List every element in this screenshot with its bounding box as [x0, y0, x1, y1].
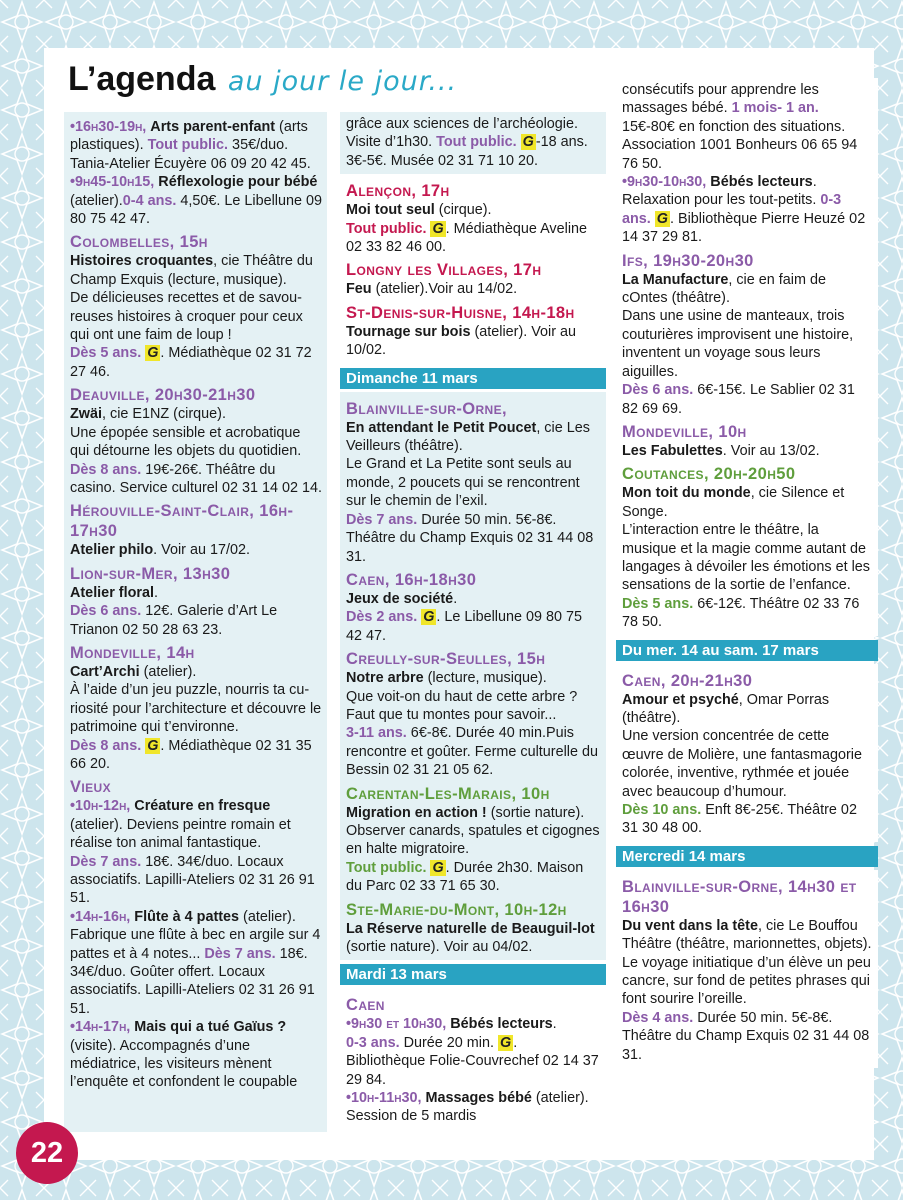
list-item: Tournage sur bois (atelier). Voir au 10/02.	[346, 323, 577, 359]
city-heading: Caen, 16h-18h30	[346, 570, 477, 589]
date-header: Du mer. 14 au sam. 17 mars	[616, 640, 878, 661]
city-heading: Creully-sur-Seulles, 15h	[346, 650, 546, 669]
list-item: Amour et psyché, Omar Porras (théâtre). Une version concentrée de cette œuvre de Molière, une fantasmagorie colorée, inventive, rythmée et jouée avec beaucoup d’humour. Dès 10 ans. Enft 8€-25€. Théâtre 02 31 30 48 00.	[622, 691, 862, 837]
free-badge: G	[147, 737, 159, 754]
city-heading: Lion-sur-Mer, 13h30	[70, 564, 231, 583]
date-header: Mercredi 14 mars	[616, 846, 878, 867]
agenda-column-3	[616, 78, 878, 1068]
city-heading: Blainville-sur-Orne, 14h30 et 16h30	[622, 877, 857, 916]
page-subtitle: au jour le jour...	[227, 66, 458, 97]
city-heading: St-Denis-sur-Huisne, 14h-18h	[346, 303, 575, 322]
list-item: Histoires croquantes, cie Théâtre du Champ Exquis (lecture, musique). De délicieuses recettes et de savou-reuses histoires à croquer pour ceux qui ont une faim de loup ! Dès 5 ans. G . Médiathèque 02 31 72 27 46.	[70, 253, 313, 380]
list-item: Atelier floral. Dès 6 ans. 12€. Galerie d’Art Le Trianon 02 50 28 63 23.	[70, 584, 278, 638]
free-badge: G	[432, 220, 444, 237]
free-badge: G	[147, 345, 159, 362]
event-block	[340, 112, 606, 174]
event-block	[340, 988, 606, 1129]
city-heading: Blainville-sur-Orne,	[346, 399, 507, 418]
list-item: Du vent dans la tête, cie Le Bouffou Théâtre (théâtre, marionnettes, objets). Le voyage initiatique d’un élève un peu cancre, sur fond de petites phrases qui font sourire l’oreille. Dès 4 ans. Durée 50 min. 5€-8€. Théâtre du Champ Exquis 02 31 44 08 31.	[622, 917, 872, 1063]
free-badge: G	[522, 134, 534, 151]
date-header: Mardi 13 mars	[340, 964, 606, 985]
list-item: Feu (atelier).Voir au 14/02.	[346, 281, 518, 298]
list-item: •16h30-19h, Arts parent-enfant (arts plastiques). Tout public. 35€/duo. Tania-Atelier Écuyère 06 09 20 42 45.	[70, 119, 311, 172]
event-block	[340, 174, 606, 363]
list-item: Cart’Archi (atelier). À l’aide d’un jeu puzzle, nourris ta cu-riosité pour l’architecture et découvre le patrimoine qui t’environne. Dès 8 ans. G . Médiathèque 02 31 35 66 20.	[70, 663, 322, 772]
list-item: La Réserve naturelle de Beauguil-lot (sortie nature). Voir au 04/02.	[346, 920, 595, 955]
list-item: Notre arbre (lecture, musique). Que voit-on du haut de cette arbre ? Faut que tu montes pour savoir... 3-11 ans. 6€-8€. Durée 40 min.Puis rencontre et goûter. Ferme culturelle du Bessin 02 31 21 05 62.	[346, 670, 598, 779]
page-title: L’agenda	[68, 60, 216, 98]
list-item: Atelier philo. Voir au 17/02.	[70, 542, 250, 559]
masthead	[68, 60, 457, 104]
event-block	[340, 392, 606, 961]
list-item: •9h45-10h15, Réflexologie pour bébé (atelier).0-4 ans. 4,50€. Le Libellune 09 80 75 42 47.	[70, 174, 323, 228]
list-item: Migration en action ! (sortie nature). Observer canards, spatules et cigognes en halte migratoire. Tout public. G . Durée 2h30. Maison du Parc 02 33 71 65 30.	[346, 804, 600, 895]
city-heading: Longny les Villages, 17h	[346, 261, 542, 280]
free-badge: G	[423, 609, 435, 626]
city-heading: Alençon, 17h	[346, 182, 450, 201]
list-item: •14h-16h, Flûte à 4 pattes (atelier). Fabrique une flûte à bec en argile sur 4 pattes et à 4 notes... Dès 7 ans. 18€. 34€/duo. Goûter offert. Locaux associatifs. Lapilli-Ateliers 02 31 26 91 51.	[70, 908, 321, 1017]
city-heading: Deauville, 20h30-21h30	[70, 386, 256, 405]
agenda-column-2	[340, 112, 606, 1130]
list-item: Mon toit du monde, cie Silence et Songe. L’interaction entre le théâtre, la musique et la magie comme autant de langages à dévoiler les émotions et les sensations de la sortie de l’enfance. Dès 5 ans. 6€-12€. Théâtre 02 33 76 78 50.	[622, 485, 870, 631]
page-number: 22	[30, 1137, 64, 1169]
city-heading: Ifs, 19h30-20h30	[622, 251, 754, 270]
list-item: Zwäi, cie E1NZ (cirque). Une épopée sensible et acrobatique qui détourne les objets du quotidien. Dès 8 ans. 19€-26€. Théâtre du casino. Service culturel 02 31 14 02 14.	[70, 406, 322, 496]
event-block	[616, 870, 878, 1068]
list-item: •9h30 et 10h30, Bébés lecteurs. 0-3 ans. Durée 20 min. G . Bibliothèque Folie-Couvrechef 02 14 37 29 84.	[346, 1016, 599, 1088]
city-heading: Mondeville, 10h	[622, 422, 747, 441]
agenda-column-1	[64, 112, 327, 1132]
date-header: Dimanche 11 mars	[340, 368, 606, 389]
list-item: Moi tout seul (cirque). Tout public. G . Médiathèque Aveline 02 33 82 46 00.	[346, 202, 588, 256]
list-item: consécutifs pour apprendre les massages bébé. 1 mois- 1 an. 15€-80€ en fonction des situations. Association 1001 Bonheurs 06 65 94 76 50.	[622, 82, 858, 172]
city-heading: Colombelles, 15h	[70, 233, 208, 252]
city-heading: Caen, 20h-21h30	[622, 671, 753, 690]
list-item: •14h-17h, Mais qui a tué Gaïus ? (visite). Accompagnés d’une médiatrice, les visiteurs mènent l’enquête et confondent le coupable	[70, 1019, 298, 1091]
list-item: En attendant le Petit Poucet, cie Les Veilleurs (théâtre). Le Grand et La Petite sont seuls au monde, 2 poucets qui se rencontrent sur le chemin de l’exil. Dès 7 ans. Durée 50 min. 5€-8€. Théâtre du Champ Exquis 02 31 44 08 31.	[346, 419, 594, 565]
list-item: •9h30-10h30, Bébés lecteurs. Relaxation pour les tout-petits. 0-3 ans. G . Bibliothèque Pierre Heuzé 02 14 37 29 81.	[622, 174, 866, 246]
list-item: La Manufacture, cie en faim de cOntes (théâtre). Dans une usine de manteaux, trois couturières improvisent une histoire, inventent un voyage sous leurs aiguilles. Dès 6 ans. 6€-15€. Le Sablier 02 31 82 69 69.	[622, 271, 855, 417]
free-badge: G	[499, 1034, 512, 1051]
city-heading: Carentan-Les-Marais, 10h	[346, 784, 550, 803]
list-item: •10h-11h30, Massages bébé (atelier). Session de 5 mardis	[346, 1090, 589, 1125]
city-heading: Mondeville, 14h	[70, 643, 195, 662]
city-heading: Coutances, 20h-20h50	[622, 465, 796, 484]
list-item: Les Fabulettes. Voir au 13/02.	[622, 442, 820, 459]
city-heading: Ste-Marie-du-Mont, 10h-12h	[346, 900, 567, 919]
list-item: •10h-12h, Créature en fresque (atelier). Deviens peintre romain et réalise ton animal fantastique. Dès 7 ans. 18€. 34€/duo. Locaux associatifs. Lapilli-Ateliers 02 31 26 91 51.	[70, 798, 315, 907]
free-badge: G	[432, 859, 444, 876]
city-heading: Caen	[346, 996, 385, 1015]
free-badge: G	[656, 210, 668, 227]
list-item: grâce aux sciences de l’archéologie. Visite d’1h30. Tout public. G -18 ans. 3€-5€. Musée 02 31 71 10 20.	[346, 116, 588, 169]
event-block	[616, 664, 878, 842]
city-heading: Vieux	[70, 778, 112, 797]
city-heading: Hérouville-Saint-Clair, 16h-17h30	[70, 502, 294, 541]
event-block	[616, 78, 878, 636]
list-item: Jeux de société. Dès 2 ans. G . Le Libellune 09 80 75 42 47.	[346, 590, 583, 644]
